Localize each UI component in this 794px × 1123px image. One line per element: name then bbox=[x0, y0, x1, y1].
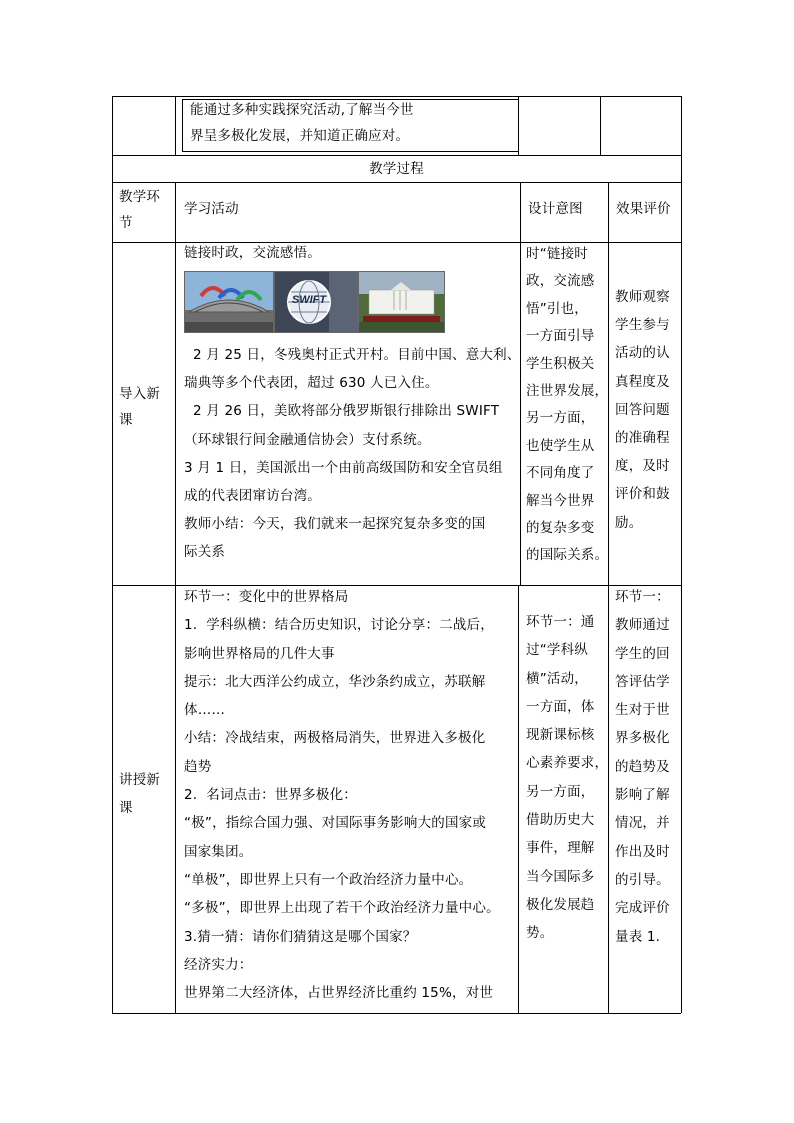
header-col-1 bbox=[175, 182, 176, 242]
lecture-design-line: 事件，理解 bbox=[526, 840, 595, 857]
intro-design-line: 解当今世界 bbox=[526, 492, 595, 509]
intro-stage-line: 导入新 bbox=[119, 386, 161, 402]
white-house-illustration bbox=[359, 272, 444, 332]
intro-design-line: 时“链接时 bbox=[526, 246, 588, 262]
header-stage-line: 节 bbox=[119, 215, 133, 231]
lecture-design-line: 横”活动， bbox=[526, 670, 588, 687]
intro-activity-title: 链接时政，交流感悟。 bbox=[184, 245, 321, 261]
lecture-evaluation-line: 作出及时 bbox=[615, 843, 670, 860]
lecture-evaluation-line: 环节一： bbox=[615, 589, 670, 605]
swift-logo-photo bbox=[274, 271, 358, 333]
lecture-activity-line: 提示：北大西洋公约成立，华沙条约成立，苏联解 bbox=[184, 673, 486, 690]
lecture-activity-line: 国家集团。 bbox=[184, 843, 253, 860]
row-divider-header bbox=[112, 182, 681, 183]
lecture-activity-line: 环节一：变化中的世界格局 bbox=[184, 589, 349, 605]
lecture-design-line: 现新课标核 bbox=[526, 727, 595, 744]
lecture-evaluation-line: 情况，并 bbox=[615, 815, 670, 832]
lecture-activity-line: 2. 名词点击：世界多极化： bbox=[184, 787, 357, 804]
lecture-evaluation-line: 生对于世 bbox=[615, 702, 670, 719]
lecture-activity-line: 影响世界格局的几件大事 bbox=[184, 645, 335, 662]
intro-stage-line: 课 bbox=[119, 412, 133, 428]
header-activity: 学习活动 bbox=[184, 201, 239, 217]
lecture-activity-line: 3.猜一猜：请你们猜猜这是哪个国家？ bbox=[184, 928, 417, 945]
intro-evaluation-line: 回答问题 bbox=[615, 401, 670, 418]
intro-design-line: 注世界发展， bbox=[526, 383, 609, 400]
lecture-evaluation-line: 界多极化 bbox=[615, 730, 670, 747]
section-title: 教学过程 bbox=[369, 161, 424, 177]
intro-evaluation-line: 教师观察 bbox=[615, 289, 670, 305]
intro-evaluation-line: 的准确程 bbox=[615, 430, 670, 447]
top-col-1 bbox=[175, 96, 176, 155]
intro-design-line: 一方面引导 bbox=[526, 328, 595, 345]
table-border-bottom bbox=[112, 1013, 681, 1014]
top-row-line: 界呈多极化发展，并知道正确应对。 bbox=[190, 128, 410, 144]
lecture-design-line: 势。 bbox=[526, 925, 554, 942]
lecture-design-line: 环节一：通 bbox=[526, 614, 595, 630]
lecture-activity-line: “多极”，即世界上出现了若干个政治经济力量中心。 bbox=[184, 900, 500, 917]
lecture-activity-body bbox=[184, 583, 500, 1007]
lecture-evaluation bbox=[615, 583, 670, 951]
intro-activity-line: 际关系 bbox=[184, 544, 226, 561]
lecture-evaluation-line: 完成评价 bbox=[615, 900, 670, 917]
lecture-design-line: 极化发展趋 bbox=[526, 896, 595, 913]
intro-evaluation-line: 评价和鼓 bbox=[615, 486, 670, 503]
intro-activity-body bbox=[184, 341, 521, 567]
lecture-stage-line: 讲授新 bbox=[119, 772, 161, 788]
lecture-activity-line: 世界第二大经济体，占世界经济比重约 15%，对世 bbox=[184, 985, 494, 1002]
top-col-2 bbox=[182, 99, 183, 152]
lecture-evaluation-line: 的引导。 bbox=[615, 871, 670, 888]
intro-activity-line: 教师小结：今天，我们就来一起探究复杂多变的国 bbox=[184, 516, 486, 533]
header-design: 设计意图 bbox=[528, 201, 583, 217]
lecture-activity-line: 小结：冷战结束，两极格局消失，世界进入多极化 bbox=[184, 730, 486, 747]
lecture-design-intent bbox=[526, 608, 608, 948]
intro-evaluation-line: 真程度及 bbox=[615, 373, 670, 390]
lecture-stage-line: 课 bbox=[119, 800, 133, 816]
table-border-left bbox=[112, 96, 113, 1013]
intro-design-line: 不同角度了 bbox=[526, 465, 595, 482]
intro-evaluation-line: 学生参与 bbox=[615, 317, 670, 334]
intro-activity-line: 2 月 25 日，冬残奥村正式开村。目前中国、意大利、 bbox=[184, 347, 521, 363]
intro-activity-line: 3 月 1 日，美国派出一个由前高级国防和安全官员组 bbox=[184, 459, 503, 476]
intro-evaluation-line: 度，及时 bbox=[615, 458, 670, 475]
header-evaluation: 效果评价 bbox=[616, 201, 671, 217]
top-row-line: 能通过多种实践探究活动,了解当今世 bbox=[190, 102, 414, 118]
intro-col-1 bbox=[175, 242, 176, 585]
intro-design-line: 政，交流感 bbox=[526, 273, 595, 290]
intro-design-line: 悟”引也， bbox=[526, 300, 588, 317]
stadium-illustration bbox=[185, 272, 273, 332]
lecture-activity-line: 经济实力： bbox=[184, 956, 253, 973]
lecture-design-line: 心素养要求， bbox=[526, 755, 609, 772]
header-stage bbox=[119, 184, 160, 236]
intro-evaluation-line: 活动的认 bbox=[615, 345, 670, 362]
header-col-3 bbox=[608, 182, 609, 242]
inner-border-bottom bbox=[182, 151, 518, 152]
winter-paralympic-village-photo bbox=[184, 271, 274, 333]
top-row-text bbox=[190, 97, 414, 149]
lecture-evaluation-line: 量表 1. bbox=[615, 928, 661, 945]
intro-design-line: 另一方面， bbox=[526, 410, 595, 427]
lecture-evaluation-line: 的趋势及 bbox=[615, 758, 670, 775]
lecture-activity-line: “极”，指综合国力强、对国际事务影响大的国家或 bbox=[184, 815, 487, 832]
top-col-3 bbox=[518, 96, 519, 155]
header-col-2 bbox=[520, 182, 521, 242]
top-col-4 bbox=[600, 96, 601, 155]
lecture-evaluation-line: 教师通过 bbox=[615, 617, 670, 634]
lecture-activity-line: 趋势 bbox=[184, 758, 212, 775]
lecture-col-1 bbox=[175, 585, 176, 1013]
lecture-evaluation-line: 答评估学 bbox=[615, 673, 670, 690]
lecture-design-line: 当今国际多 bbox=[526, 868, 595, 885]
lecture-design-line: 另一方面， bbox=[526, 783, 595, 800]
intro-activity-line: 成的代表团窜访台湾。 bbox=[184, 488, 321, 505]
lecture-activity-line: 1. 学科纵横：结合历史知识，讨论分享：二战后， bbox=[184, 617, 494, 634]
intro-activity-line: （环球银行间金融通信协会）支付系统。 bbox=[184, 431, 431, 448]
intro-evaluation bbox=[615, 283, 670, 537]
intro-design-line: 学生积极关 bbox=[526, 355, 595, 372]
lecture-design-line: 过“学科纵 bbox=[526, 642, 588, 659]
white-house-photo bbox=[358, 271, 445, 333]
lecture-evaluation-line: 影响了解 bbox=[615, 787, 670, 804]
lecture-activity-line: “单极”，即世界上只有一个政治经济力量中心。 bbox=[184, 871, 473, 888]
intro-evaluation-line: 励。 bbox=[615, 514, 643, 531]
intro-design-line: 也使学生从 bbox=[526, 437, 595, 454]
header-stage-line: 教学环 bbox=[119, 189, 161, 205]
table-border-right bbox=[681, 96, 682, 1013]
lecture-activity-line: 体…… bbox=[184, 702, 226, 719]
intro-stage bbox=[119, 381, 160, 433]
intro-activity-line: 2 月 26 日，美欧将部分俄罗斯银行排除出 SWIFT bbox=[184, 403, 500, 420]
swift-logo-label: SWIFT bbox=[291, 294, 327, 306]
lecture-design-line: 一方面，体 bbox=[526, 698, 595, 715]
lecture-stage bbox=[119, 766, 160, 822]
intro-design-line: 的复杂多变 bbox=[526, 520, 595, 537]
intro-design-intent bbox=[526, 241, 608, 570]
lecture-evaluation-line: 学生的回 bbox=[615, 645, 670, 662]
lecture-col-2 bbox=[518, 585, 519, 1013]
intro-design-line: 的国际关系。 bbox=[526, 547, 609, 564]
lecture-design-line: 借助历史大 bbox=[526, 812, 595, 829]
intro-activity-line: 瑞典等多个代表团，超过 630 人已入住。 bbox=[184, 375, 439, 392]
